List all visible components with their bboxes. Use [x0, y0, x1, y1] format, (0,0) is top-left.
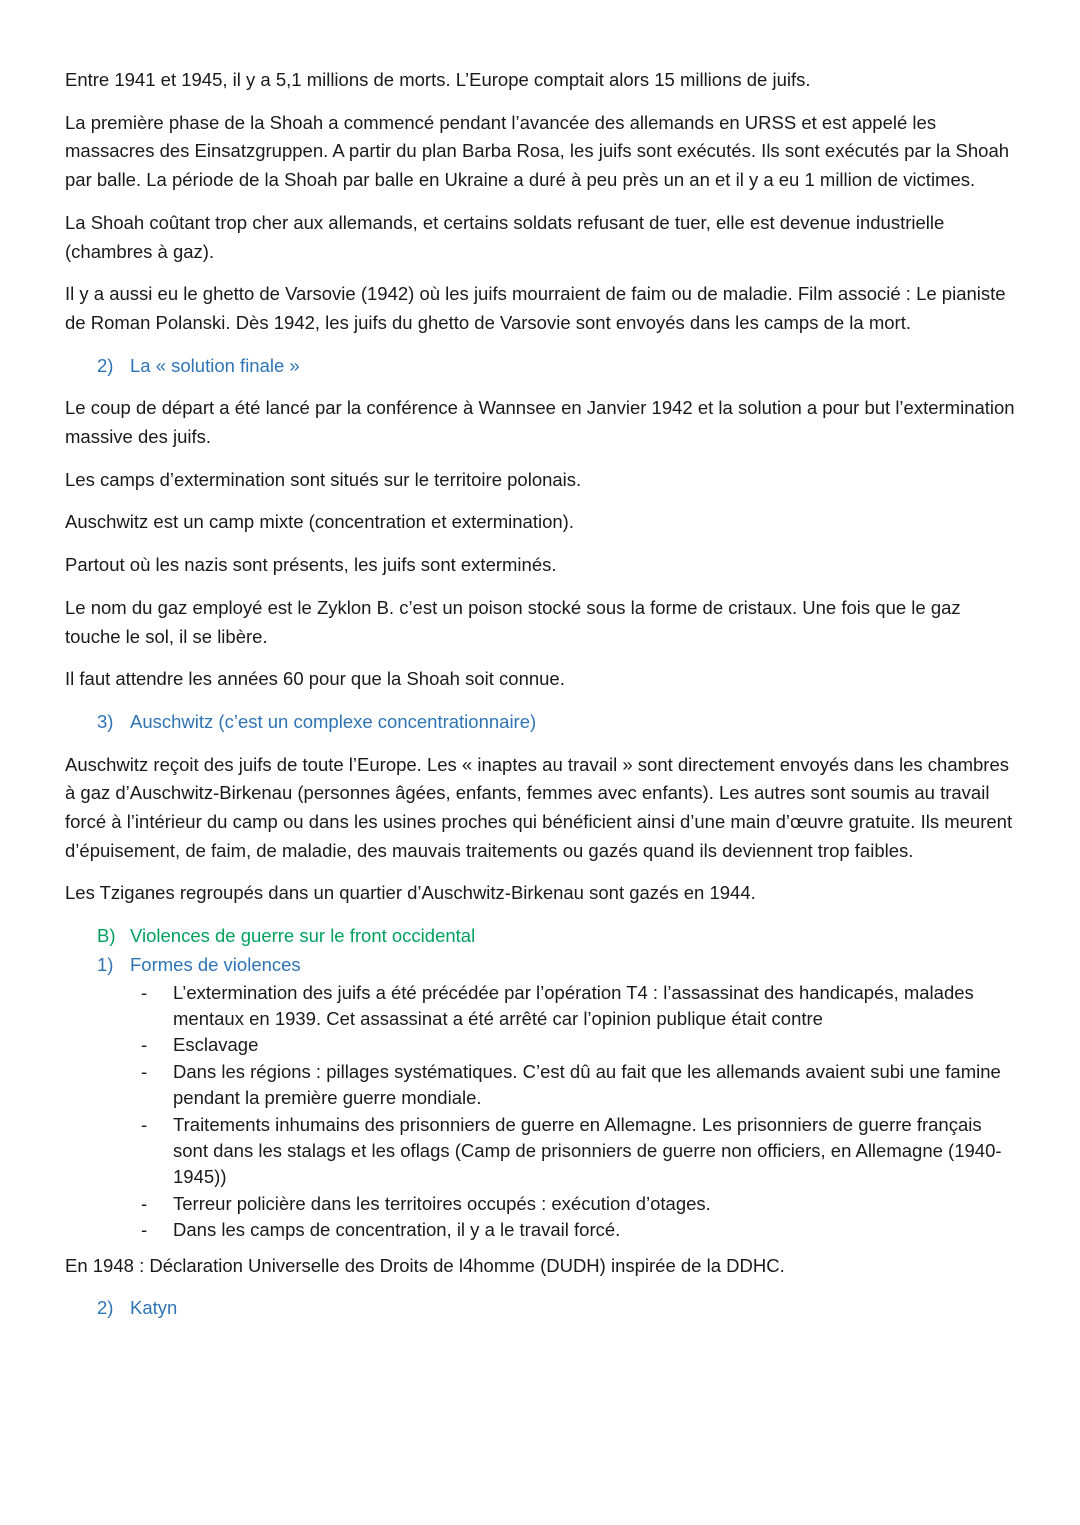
paragraph-dudh: En 1948 : Déclaration Universelle des Droits de l4homme (DUDH) inspirée de la DDHC. — [65, 1254, 785, 1276]
heading-violences-occidental — [65, 922, 1015, 951]
paragraph-auschwitz-details: Auschwitz reçoit des juifs de toute l’Europe. Les « inaptes au travail » sont directement envoyés dans les chambres à gaz d’Auschwitz-Birkenau (personnes âgées, enfants, femmes avec enfants). Les autres sont soumis au travail forcé à l’intérieur du camp ou dans les usines proches qui bénéficient ainsi d’une main d’œuvre gratuite. Ils meurent d’épuisement, de faim, de maladie, des mauvais traitements ou gazés quand ils deviennent trop faibles. — [65, 753, 1013, 861]
heading-formes-violences — [65, 951, 1015, 980]
paragraph-auschwitz-mixed: Auschwitz est un camp mixte (concentration et extermination). — [65, 511, 574, 533]
list-item: - Traitements inhumains des prisonniers de guerre en Allemagne. Les prisonniers de guerre français sont dans les stalags et les oflags (Camp de prisonniers de guerre non officiers, en Allemagne (1940-1945)) — [141, 1112, 1015, 1191]
heading-text: La « solution finale » — [130, 354, 300, 376]
paragraph-deaths: Entre 1941 et 1945, il y a 5,1 millions de morts. L’Europe comptait alors 15 millions de juifs. — [65, 69, 811, 90]
heading-text: Katyn — [130, 1297, 178, 1319]
paragraph-warsaw-ghetto: Il y a aussi eu le ghetto de Varsovie (1942) où les juifs mourraient de faim ou de maladie. Film associé : Le pianiste de Roman Polanski. Dès 1942, les juifs du ghetto de Varsovie sont envoyés dans les camps de la mort. — [65, 283, 1006, 333]
paragraph-years-60: Il faut attendre les années 60 pour que la Shoah soit connue. — [65, 668, 565, 690]
heading-number: 1) — [97, 953, 114, 975]
heading-number: 3) — [97, 710, 114, 732]
violence-list — [65, 980, 1015, 1244]
paragraph-first-phase: La première phase de la Shoah a commencé pendant l’avancée des allemands en URSS et est appelé les massacres des Einsatzgruppen. A partir du plan Barba Rosa, les juifs sont exécutés. Ils sont exécutés par la Shoah par balle. La période de la Shoah par balle en Ukraine a duré à peu près un an et il y a eu 1 million de victimes. — [65, 111, 1010, 191]
list-item: - L’extermination des juifs a été précédée par l’opération T4 : l’assassinat des handicapés, malades mentaux en 1939. Cet assassinat a été arrêté car l’opinion publique était contre — [141, 980, 1015, 1033]
heading-text: Formes de violences — [130, 953, 301, 975]
heading-text: Violences de guerre sur le front occidental — [130, 925, 476, 947]
heading-solution-finale — [65, 352, 1015, 381]
document-page — [65, 66, 1015, 1337]
list-item: - Dans les régions : pillages systématiques. C’est dû au fait que les allemands avaient subi une famine pendant la première guerre mondiale. — [141, 1059, 1015, 1112]
paragraph-industrial: La Shoah coûtant trop cher aux allemands, et certains soldats refusant de tuer, elle est devenue industrielle (chambres à gaz). — [65, 211, 945, 262]
list-item: - Terreur policière dans les territoires occupés : exécution d’otages. — [141, 1191, 1015, 1217]
heading-auschwitz — [65, 708, 1015, 737]
paragraph-extermination: Partout où les nazis sont présents, les juifs sont exterminés. — [65, 554, 557, 576]
list-item: - Dans les camps de concentration, il y a le travail forcé. — [141, 1217, 1015, 1243]
heading-number: 2) — [97, 354, 114, 376]
heading-number: B) — [97, 925, 116, 947]
heading-text: Auschwitz (c’est un complexe concentrationnaire) — [130, 710, 537, 732]
list-item: - Esclavage — [141, 1032, 1015, 1058]
heading-katyn — [65, 1294, 1015, 1323]
paragraph-camps-location: Les camps d’extermination sont situés sur le territoire polonais. — [65, 468, 582, 490]
paragraph-zyklon: Le nom du gaz employé est le Zyklon B. c’est un poison stocké sous la forme de cristaux. Une fois que le gaz touche le sol, il se libère. — [65, 596, 961, 647]
paragraph-tziganes: Les Tziganes regroupés dans un quartier d’Auschwitz-Birkenau sont gazés en 1944. — [65, 882, 756, 904]
heading-number: 2) — [97, 1297, 114, 1319]
paragraph-wannsee: Le coup de départ a été lancé par la conférence à Wannsee en Janvier 1942 et la solution a pour but l’extermination massive des juifs. — [65, 397, 1015, 448]
